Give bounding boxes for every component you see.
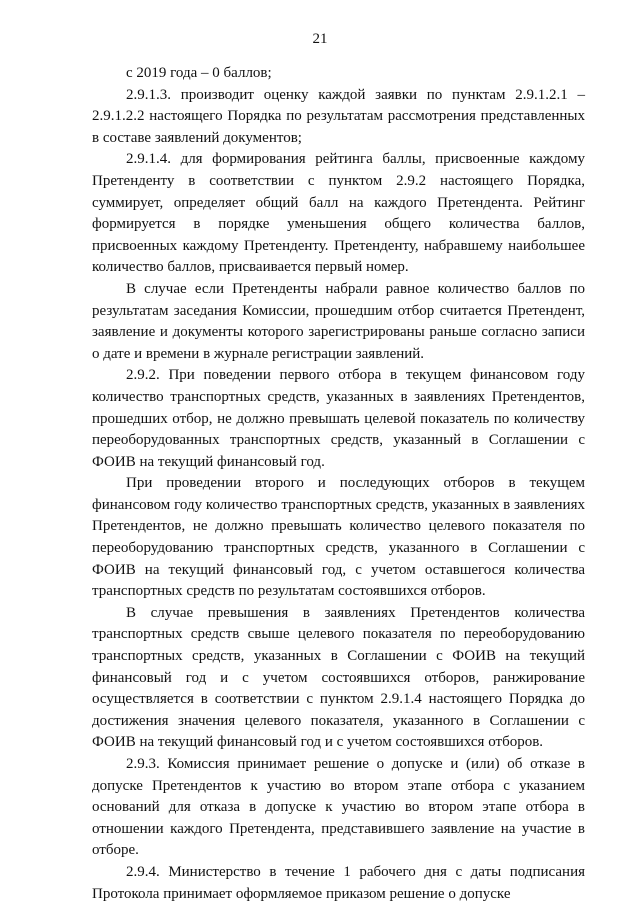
- paragraph-subsequent-selections: При проведении второго и последующих отборов в текущем финансовом году количество транспортных средств, указанных в заявлениях Претендентов, не должно превышать количество целевого показателя по переоборудованию транспортных средств, указанного в Соглашении с ФОИВ на текущий финансовый год, с учетом оставшегося количества транспортных средств по результатам состоявшихся отборов.: [92, 475, 585, 600]
- document-body: [92, 63, 585, 905]
- paragraph-exceeding-target: В случае превышения в заявлениях Претендентов количества транспортных средств свыше целевого показателя по переоборудованию транспортных средств, указанных в Соглашении с ФОИВ на текущий финансовый год и с учетом состоявшихся отборов, ранжирование осуществляется в соответствии с пунктом 2.9.1.4 настоящего Порядка до достижения значения целевого показателя, указанного в Соглашении с ФОИВ на текущий финансовый год и с учетом состоявшихся отборов.: [92, 604, 585, 751]
- paragraph-2-9-1-3: 2.9.1.3. производит оценку каждой заявки по пунктам 2.9.1.2.1 – 2.9.1.2.2 настоящего Порядка по результатам рассмотрения представленных в составе заявлений документов;: [92, 86, 585, 146]
- paragraph-2-9-1-4: 2.9.1.4. для формирования рейтинга баллы, присвоенные каждому Претенденту в соответствии с пунктом 2.9.2 настоящего Порядка, суммирует, определяет общий балл на каждого Претендента. Рейтинг формируется в порядке уменьшения общего количества баллов, присвоенных каждому Претенденту. Претенденту, набравшему наибольшее количество баллов, присваивается первый номер.: [92, 151, 585, 276]
- paragraph-2-9-2: 2.9.2. При поведении первого отбора в текущем финансовом году количество транспортных средств, указанных в заявлениях Претендентов, прошедших отбор, не должно превышать целевой показатель по количеству переоборудованных транспортных средств, указанный в Соглашении с ФОИВ на текущий финансовый год.: [92, 367, 585, 470]
- paragraph-2-9-4: 2.9.4. Министерство в течение 1 рабочего дня с даты подписания Протокола принимает оформляемое приказом решение о допуске: [92, 863, 585, 902]
- paragraph-2-9-3: 2.9.3. Комиссия принимает решение о допуске и (или) об отказе в допуске Претендентов к участию во втором этапе отбора с указанием оснований для отказа в допуске к участию во втором этапе отбора в отношении каждого Претендента, представившего заявление на участие в отборе.: [92, 756, 585, 859]
- paragraph-scoring-continuation: с 2019 года – 0 баллов;: [126, 65, 272, 81]
- paragraph-equal-scores: В случае если Претенденты набрали равное количество баллов по результатам заседания Комиссии, прошедшим отбор считается Претендент, заявление и документы которого зарегистрированы раньше согласно записи о дате и времени в журнале регистрации заявлений.: [92, 280, 585, 362]
- page-number: 21: [312, 31, 328, 47]
